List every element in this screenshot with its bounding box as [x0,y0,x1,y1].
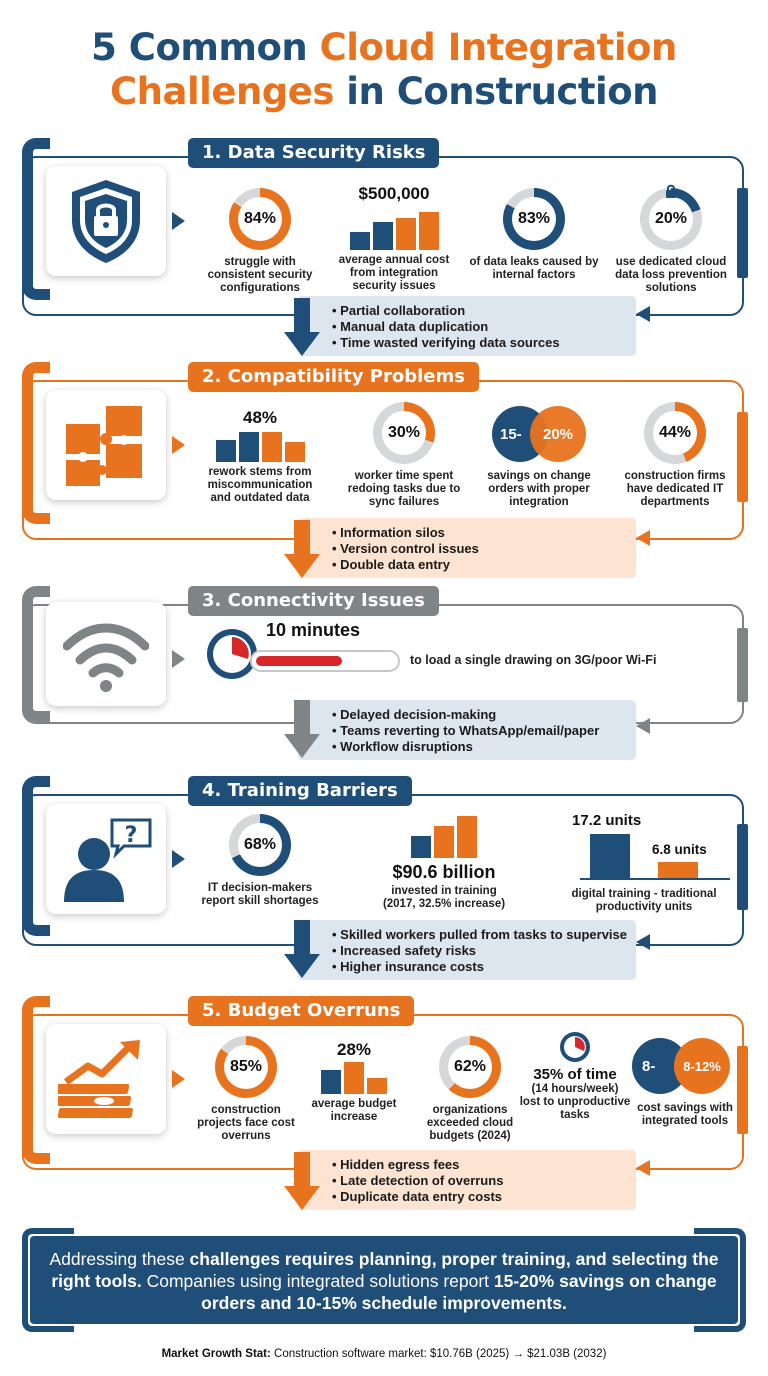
stat-value: 28% [336,1040,372,1059]
conclusion-panel [22,1228,746,1332]
stat-caption: organizations exceeded cloud budgets (2024) [426,1104,514,1142]
stat-value: 30% [382,411,426,455]
stat-value: 20% [649,197,693,241]
impact-callout [298,920,636,980]
down-arrow-icon [284,520,320,578]
stat-caption: average budget increase [311,1098,397,1123]
section-training [22,776,746,984]
puzzle-icon [62,402,150,488]
progress-track [250,650,400,672]
section-header: 4. Training Barriers [188,776,412,806]
pointer-arrow [172,850,185,868]
venn-graphic [484,406,594,462]
impact-callout [298,1150,636,1210]
impact-callout [298,518,636,578]
stat-caption: use dedicated cloud data loss prevention solutions [615,256,727,294]
left-arrow-icon [636,1160,650,1176]
stat-caption: worker time spent redoing tasks due to sync failures [347,470,461,508]
market-text: Construction software market: $10.76B (2025) → $21.03B (2032) [270,1348,607,1360]
stat-30 [342,402,466,509]
stopwatch-icon [558,1030,592,1064]
impact-item: • Delayed decision-making [332,707,636,723]
stat-83 [468,188,600,282]
impact-item: • Late detection of overruns [332,1173,636,1189]
stat-caption: IT decision-makers report skill shortages [201,882,319,907]
section-header: 2. Compatibility Problems [188,362,479,392]
conclusion-part: Companies using integrated solutions report [141,1271,494,1291]
impact-item: • Increased safety risks [332,943,636,959]
progress-fill [256,656,342,666]
stat-value: 83% [512,197,556,241]
stat-35-time [518,1030,632,1122]
venn-left: 15- [492,406,548,462]
lock-icon [664,184,678,198]
impact-item: • Manual data duplication [332,319,636,335]
donut-chart [439,1036,501,1098]
stat-value: 35% of time [533,1066,617,1083]
impact-item: • Double data entry [332,557,636,573]
bar-traditional [658,862,698,878]
impact-item: • Workflow disruptions [332,739,636,755]
stat-84 [198,188,322,295]
conclusion-bold: 15-20% savings on change orders and 10-15% schedule improvements. [201,1271,717,1313]
shield-lock-icon [66,176,146,266]
impact-item: • Time wasted verifying data sources [332,335,636,351]
section-side-bar [737,628,748,702]
donut-chart [215,1036,277,1098]
bar-digital [590,834,630,878]
money-growth-icon [58,1036,154,1122]
stat-28 [298,1040,410,1124]
bar-graphic [328,206,460,250]
venn-graphic [630,1038,740,1094]
title-part: 5 Common [91,26,320,69]
down-arrow-icon [284,298,320,356]
down-arrow-icon [284,920,320,978]
stat-value: $500,000 [358,184,430,203]
icon-card [46,166,166,276]
icon-card [46,390,166,500]
venn-right: 8-12% [674,1038,730,1094]
section-budget [22,996,746,1214]
impact-item: • Duplicate data entry costs [332,1189,636,1205]
stat-caption: cost savings with integrated tools [637,1102,733,1127]
bar-graphic [198,428,322,462]
stat-68 [192,814,328,908]
impact-item: • Higher insurance costs [332,959,636,975]
icon-card [46,602,166,706]
stat-caption: to load a single drawing on 3G/poor Wi-Fi [410,653,657,667]
pointer-arrow [172,436,185,454]
down-arrow-icon [284,1152,320,1210]
conclusion-bold: challenges requires planning, proper training, and selecting the right tools. [51,1249,719,1291]
left-arrow-icon [636,934,650,950]
stat-62 [408,1036,532,1143]
section-side-bar [737,412,748,502]
wifi-icon [63,616,149,692]
title-highlight: Cloud Integration [319,26,677,69]
stat-value: 85% [224,1045,268,1089]
stat-caption: invested in training (2017, 32.5% increase) [382,885,506,910]
left-arrow-icon [636,718,650,734]
stat-value: 48% [242,408,278,427]
section-side-bar [737,188,748,278]
section-header: 5. Budget Overruns [188,996,414,1026]
stat-value: 10 minutes [266,620,361,640]
impact-item: • Teams reverting to WhatsApp/email/paper [332,723,636,739]
stat-caption: average annual cost from integration security issues [338,254,450,292]
stat-85 [192,1036,300,1143]
conclusion-text [30,1236,738,1324]
stat-caption: digital training - traditional productivity units [571,888,717,913]
stat-20 [606,188,736,295]
donut-chart [644,402,706,464]
stat-value: 68% [238,823,282,867]
left-arrow-icon [636,530,650,546]
section-compatibility [22,362,746,582]
stat-caption: lost to unproductive tasks [519,1096,631,1121]
pointer-arrow [172,212,185,230]
pointer-arrow [172,650,185,668]
pointer-arrow [172,1070,185,1088]
impact-callout [298,296,636,356]
down-arrow-icon [284,700,320,758]
stat-caption: struggle with consistent security configurations [207,256,313,294]
stat-48 [198,408,322,505]
market-growth-stat [0,1348,768,1360]
venn-right: 20% [530,406,586,462]
stat-value: 84% [238,197,282,241]
stat-caption: construction projects face cost overruns [197,1104,295,1142]
donut-chart [229,188,291,250]
donut-chart [229,814,291,876]
stat-value: 17.2 units [572,812,642,829]
bar-graphic [374,814,514,858]
impact-item: • Information silos [332,525,636,541]
stat-value: 44% [653,411,697,455]
stat-90-6-billion [374,814,514,911]
impact-callout [298,700,636,760]
donut-chart [640,188,702,250]
stat-caption: of data leaks caused by internal factors [469,256,599,281]
section-data-security [22,138,746,358]
stat-15-20 [474,406,604,509]
donut-chart [503,188,565,250]
page-title [0,26,768,114]
icon-card [46,1024,166,1134]
stat-value: 6.8 units [652,842,707,857]
donut-chart [373,402,435,464]
left-arrow-icon [636,306,650,322]
section-side-bar [737,824,748,910]
stat-load-time [204,620,404,684]
baseline [580,878,730,880]
conclusion-part: Addressing these [49,1249,190,1269]
stat-caption: savings on change orders with proper integration [487,470,591,508]
stat-500000 [328,184,460,293]
title-highlight: Challenges [110,70,334,113]
section-header: 3. Connectivity Issues [188,586,439,616]
title-part: in Construction [333,70,658,113]
impact-item: • Partial collaboration [332,303,636,319]
person-question-icon [58,814,154,904]
stat-value: $90.6 billion [392,862,496,882]
impact-item: • Hidden egress fees [332,1157,636,1173]
section-header: 1. Data Security Risks [188,138,439,168]
stat-caption: construction firms have dedicated IT departments [624,470,726,508]
stat-44 [612,402,738,509]
section-connectivity [22,586,746,762]
svg-text:?: ? [124,823,138,848]
stat-subvalue: (14 hours/week) [531,1083,619,1095]
bar-graphic [298,1060,410,1094]
stat-value: 62% [448,1045,492,1089]
venn-left: 8- [632,1038,688,1094]
impact-item: • Version control issues [332,541,636,557]
market-label: Market Growth Stat: [161,1348,271,1360]
stat-productivity [554,812,734,912]
stat-caption: rework stems from miscommunication and outdated data [207,466,313,504]
impact-item: • Skilled workers pulled from tasks to supervise [332,927,636,943]
icon-card [46,804,166,914]
stat-8-12 [628,1038,742,1128]
